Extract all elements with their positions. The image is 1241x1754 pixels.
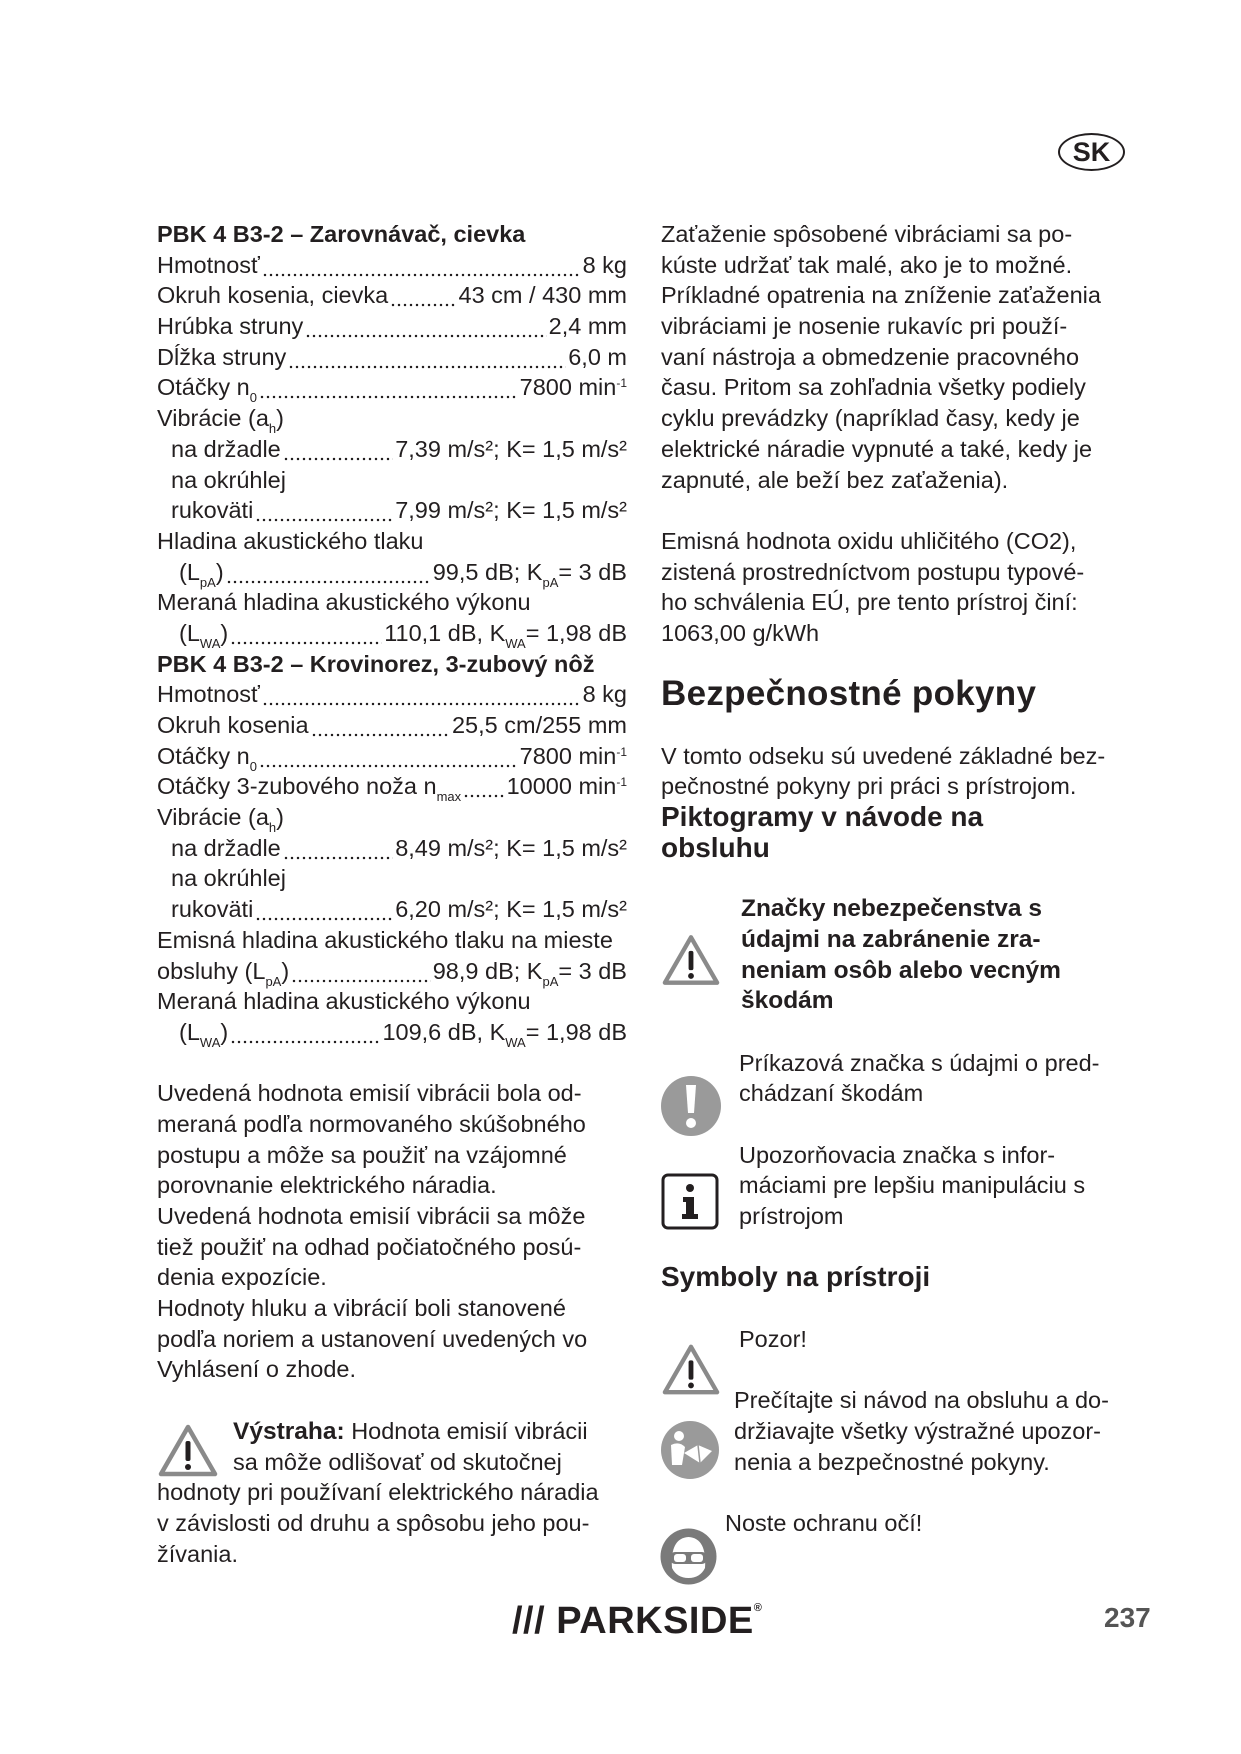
spec-row: Dĺžka struny 6,0 m [157, 342, 627, 373]
pictogram-item-danger: Značky nebezpečenstva s údajmi na zabránenie zra- neniam osôb alebo vecným škodám [741, 895, 1061, 1015]
language-badge: SK [1058, 133, 1125, 171]
spec-heading-trimmer: PBK 4 B3-2 – Zarovnávač, cievka [157, 221, 526, 247]
spec-row: rukoväti 6,20 m/s²; K= 1,5 m/s² [157, 894, 627, 925]
spec-row: Hladina akustického tlaku [157, 527, 424, 554]
subheading-symbols: Symboly na prístroji [661, 1261, 931, 1293]
read-manual-icon [660, 1419, 720, 1481]
right-column [661, 219, 1131, 1539]
spec-row: $(L_{WA})$ 109,6 dB, $K_{WA}= 1,98$ dB [179, 1018, 627, 1050]
spec-row: Otáčky 3-zubového noža $n_{max}$ 10000 $\min^{-1}$ [157, 773, 627, 805]
spec-row: Meraná hladina akustického výkonu [157, 988, 531, 1015]
spec-row: Vibrácie $(a_h)$ [157, 804, 284, 836]
pictogram-item-info: Upozorňovacia značka s infor- máciami pre lepšiu manipuláciu s prístrojom [739, 1141, 1086, 1229]
subheading-pictograms: Piktogramy v návode na [661, 801, 984, 833]
spec-row: rukoväti 7,99 m/s²; K= 1,5 m/s² [157, 495, 627, 526]
info-icon [661, 1173, 719, 1230]
warning-triangle-icon [662, 934, 720, 986]
spec-row: Meraná hladina akustického výkonu [157, 589, 531, 616]
spec-heading-brushcutter: PBK 4 B3-2 – Krovinorez, 3-zubový nôž [157, 650, 595, 677]
spec-row: na držadle 8,49 m/s²; K= 1,5 m/s² [157, 833, 627, 864]
spec-row: Otáčky $n_0$ 7800 $\min^{-1}$ [157, 374, 627, 406]
spec-row: Otáčky $n_0$ 7800 $\min^{-1}$ [157, 742, 627, 774]
vibration-load-paragraph: Zaťaženie spôsobené vibráciami sa po- kúste udržať tak malé, ako je to možné. Príkladné opatrenia na zníženie zaťaženia vibráciami je nosenie rukavíc pri použí- vaní nástroja a obmedzenie pracovného času. Pritom sa zohľadnia všetky podiely cyklu prevádzky (napríklad časy, kedy je elektrické náradie vypnuté a také, kedy je zapnuté, ale beží bez zaťaženia). [661, 221, 1101, 493]
pictogram-item-mandatory: Príkazová značka s údajmi o pred- chádzaní škodám [739, 1049, 1100, 1107]
warning-triangle-icon [662, 1342, 720, 1397]
eye-protection-icon [660, 1528, 717, 1585]
spec-row: Hmotnosť 8 kg [157, 679, 627, 710]
spec-row: $(L_{WA})$ 110,1 dB, $K_{WA}= 1,98$ dB [179, 619, 627, 651]
subheading-pictograms: obsluhu [661, 831, 770, 863]
co2-paragraph: Emisná hodnota oxidu uhličitého (CO2), zistená prostredníctvom postupu typové- ho schválenia EÚ, pre tento prístroj činí: 1063,00 g/kWh [661, 527, 1085, 646]
spec-row: Hrúbka struny 2,4 mm [157, 311, 627, 342]
spec-row: $(L_{pA})$ 99,5 dB; $K_{pA}= 3$ dB [179, 558, 627, 590]
spec-row: na okrúhlej [171, 865, 286, 892]
spec-row: Hmotnosť 8 kg [157, 250, 627, 281]
safety-intro: V tomto odseku sú uvedené základné bez- [661, 742, 1106, 769]
symbol-item-read-manual: Prečítajte si návod na obsluhu a do- držiavajte všetky výstražné upozor- nenia a bezpečnostné pokyny. [734, 1387, 1109, 1475]
warning-note: Výstraha: Hodnota emisií vibrácii sa môže odlišovať od skutočnej hodnoty pri používaní elektrického náradia v závislosti od druhu a spôsobu jeho pou- žívania. [157, 1417, 599, 1567]
parkside-logo: /// PARKSIDE® [512, 1600, 763, 1642]
spec-row: na držadle 7,39 m/s²; K= 1,5 m/s² [157, 434, 627, 465]
spec-row: na okrúhlej [171, 466, 286, 493]
spec-row: Okruh kosenia 25,5 cm/255 mm [157, 710, 627, 741]
warning-triangle-icon [158, 1424, 218, 1477]
page-number: 237 [1104, 1602, 1151, 1633]
left-column [157, 219, 627, 1569]
safety-intro: pečnostné pokyny pri práci s prístrojom. [661, 773, 1077, 800]
vibration-paragraph: Uvedená hodnota emisií vibrácii bola od- meraná podľa normovaného skúšobného postupu a môže sa použiť na vzájomné porovnanie elektrického náradia. Uvedená hodnota emisií vibrácii sa môže tiež použiť na odhad počiatočného posú- denia expozície. Hodnoty hluku a vibrácií boli stanovené podľa noriem a ustanovení uvedených vo Vyhlásení o zhode. [157, 1080, 588, 1383]
exclamation-circle-icon [660, 1075, 722, 1137]
spec-row: Emisná hladina akustického tlaku na mieste [157, 926, 613, 953]
section-heading-safety: Bezpečnostné pokyny [661, 674, 1037, 714]
symbol-item-eye-protection: Noste ochranu očí! [725, 1509, 923, 1536]
spec-row: obsluhy $(L_{pA})$ 98,9 dB; $K_{pA}= 3$ dB [157, 957, 627, 989]
spec-row: Vibrácie $(a_h)$ [157, 405, 284, 437]
spec-row: Okruh kosenia, cievka 43 cm / 430 mm [157, 280, 627, 311]
symbol-item-caution: Pozor! [739, 1325, 807, 1352]
